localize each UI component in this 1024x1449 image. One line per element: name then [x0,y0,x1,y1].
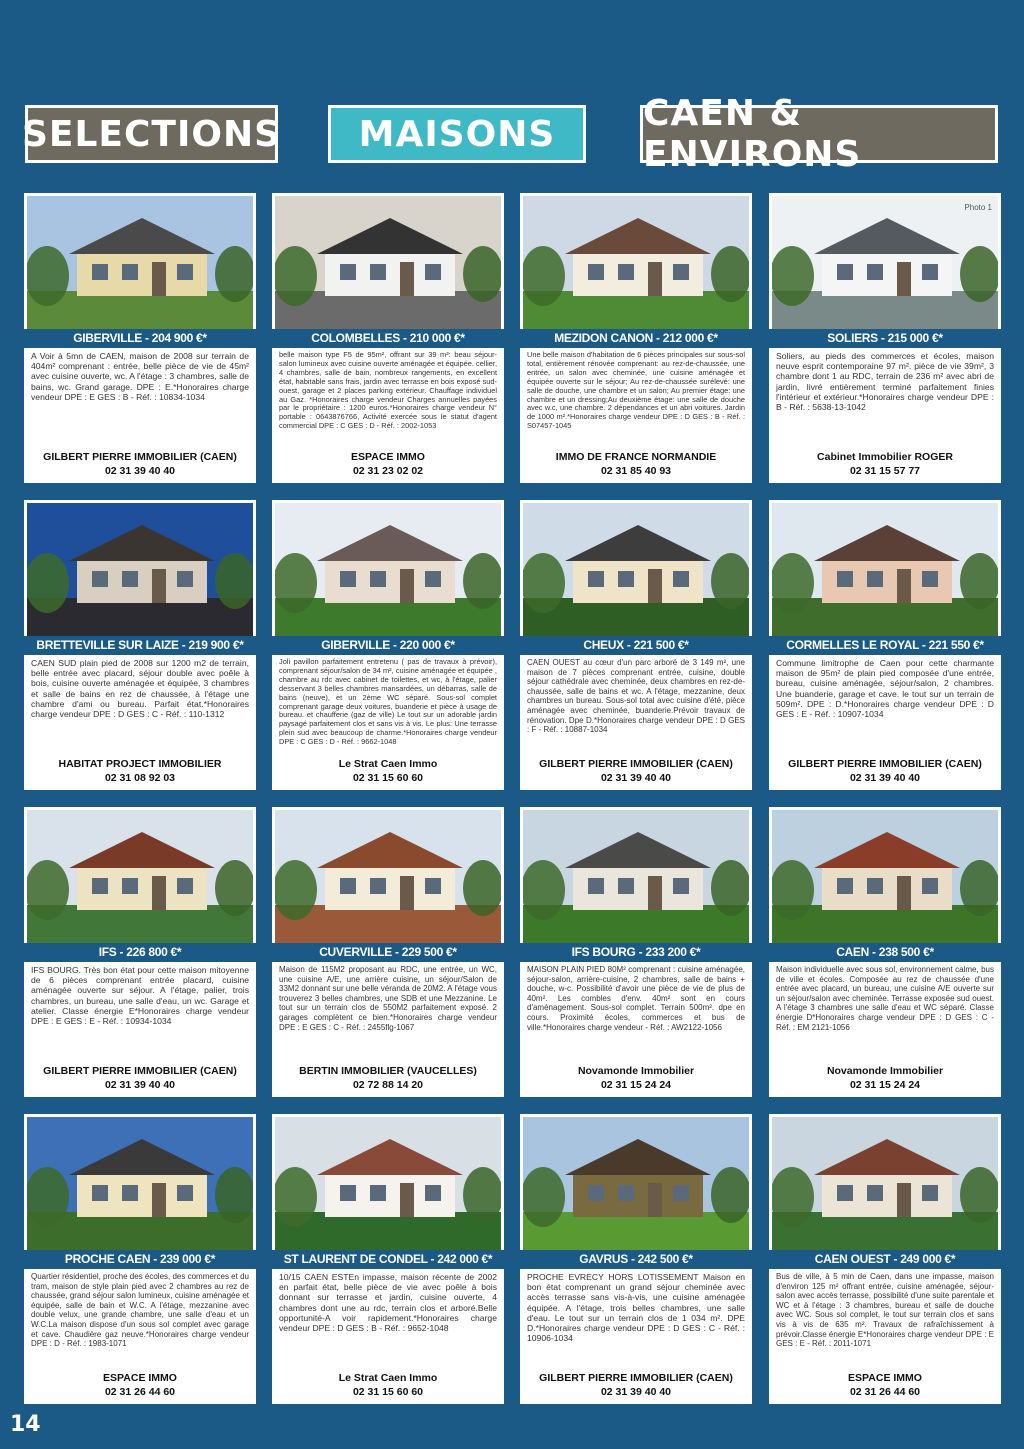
listing-title: CUVERVILLE - 229 500 €* [272,943,504,962]
listing-description: MAISON PLAIN PIED 80M² comprenant : cuisine aménagée, séjour-salon, arrière-cuisine, 2 chambres, salle de bains + douche, w-c. Possibilité d'avoir une pièce de vie de plus de 40m². Les combles d'env. 40m² sont en cours d'aménagement. Sous-sol complet. Terrain 500m². dpe en cours. Proximité écoles, commerces et bus de ville.*Honoraires charge vendeur - Réf. : AW2122-1056 [527,965,745,1032]
listing-card [24,193,256,483]
agency-name: GILBERT PIERRE IMMOBILIER (CAEN) [43,451,237,463]
agency-phone: 02 31 39 40 40 [600,772,672,784]
listing-title: ST LAURENT DE CONDEL - 242 000 €* [272,1250,504,1269]
agency-phone: 02 72 88 14 20 [352,1079,424,1091]
listing-title: IFS - 226 800 €* [24,943,256,962]
agency-phone: 02 31 26 44 60 [849,1386,921,1398]
house-photo [275,810,501,943]
house-photo [27,503,253,636]
listing-title: SOLIERS - 215 000 €* [769,329,1001,348]
agency-phone: 02 31 15 24 24 [600,1079,672,1091]
listing-description: Maison individuelle avec sous sol, environnement calme, bus de ville et écoles. Composée au rez de chaussée d'une entrée avec placard, un bureau, une cuisine A/E ouverte sur un séjour/salon avec cheminée. Terrasse exposée sud ouest. A l'étage 3 chambres une salle d'eau et WC séparé. Classe énergie D*Honoraires charge vendeur DPE : D GES : C - Réf. : EM 2121-1056 [776,965,994,1032]
agency-phone: 02 31 15 24 24 [849,1079,921,1091]
listing-card [520,500,752,790]
house-photo [275,1117,501,1250]
house-photo [523,810,749,943]
listing-title: CHEUX - 221 500 €* [520,636,752,655]
agency-phone: 02 31 26 44 60 [104,1386,176,1398]
listing-description: A Voir à 5mn de CAEN, maison de 2008 sur terrain de 404m² comprenant : entrée, belle pièce de vie de 45m² avec cuisine ouverte, wc. A l'étage : 3 chambres, salle de bains, wc. Grand garage. DPE : E.*Honoraires charge vendeur DPE : E GES : B - Réf. : 10834-1034 [31,351,249,402]
agency-phone: 02 31 85 40 93 [600,465,672,477]
listing-title: BRETTEVILLE SUR LAIZE - 219 900 €* [24,636,256,655]
agency-name: BERTIN IMMOBILIER (VAUCELLES) [299,1065,477,1077]
house-photo [523,1117,749,1250]
house-photo [27,1117,253,1250]
house-photo [275,196,501,329]
agency-name: Le Strat Caen Immo [338,758,438,770]
photo-label: Photo 1 [964,203,992,212]
listing-card [520,1114,752,1404]
page-number: 14 [10,1412,41,1437]
listing-description: Commune limitrophe de Caen pour cette charmante maison de 95m² de plain pied composée d'une entrée, bureau, cuisine aménagée, séjour/salon, 2 chambres. Une buanderie, garage et cave. le tout sur un terrain de 509m². DPE : D.*Honoraires charge vendeur DPE : D GES : E - Réf. : 10907-1034 [776,658,994,720]
agency-phone: 02 31 39 40 40 [104,1079,176,1091]
listing-title: GIBERVILLE - 204 900 €* [24,329,256,348]
listing-title: PROCHE CAEN - 239 000 €* [24,1250,256,1269]
listing-title: GAVRUS - 242 500 €* [520,1250,752,1269]
house-photo [772,810,998,943]
house-photo [27,196,253,329]
listing-description: Maison de 115M2 proposant au RDC, une entrée, un WC, une cuisine A/E, une arrière cuisine, un séjour/Salon de 33M2 donnant sur une belle véranda de 20M2. A l'étage vous trouverez 3 belles chambres, une SDB et une Mezzanine. Le tout sur un terrain clos de 550M2 parfaitement exposé. 2 garages complètent ce bien.*Honoraires charge vendeur DPE : E GES : C - Réf. : 2455flg-1067 [279,965,497,1032]
agency-phone: 02 31 08 92 03 [104,772,176,784]
agency-name: ESPACE IMMO [351,451,425,463]
house-photo [523,503,749,636]
agency-name: Cabinet Immobilier ROGER [817,451,953,463]
agency-name: GILBERT PIERRE IMMOBILIER (CAEN) [539,758,733,770]
agency-name: Novamonde Immobilier [826,1065,944,1077]
listing-title: CAEN OUEST - 249 000 €* [769,1250,1001,1269]
agency-name: ESPACE IMMO [103,1372,177,1384]
listing-card [520,193,752,483]
listing-description: Une belle maison d'habitation de 6 pièces principales sur sous-sol total, entièrement rénovée comprenant: au rez-de-chaussée, une entrée, un salon avec cheminée, une cuisine aménagée et équipée ouverte sur le séjour; Au rez-de-chaussée surélevé: une salle de douche, une chambre et un salon; Au premier étage: une chambre et un dressing;Au deuxième étage: une salle de douche avec w.c, une chambre. 2 dépendances et un abri voitures. Jardin de 1000 m².*Honoraires charge vendeur DPE : D GES : B - Réf. : S07457-1045 [527,350,745,431]
agency-phone: 02 31 15 60 60 [352,772,424,784]
listing-title: MEZIDON CANON - 212 000 €* [520,329,752,348]
agency-phone: 02 31 15 57 77 [849,465,921,477]
agency-phone: 02 31 39 40 40 [600,1386,672,1398]
listing-card [769,500,1001,790]
house-photo [772,503,998,636]
agency-name: GILBERT PIERRE IMMOBILIER (CAEN) [43,1065,237,1077]
listing-card [769,1114,1001,1404]
listing-card [769,807,1001,1097]
listing-description: IFS BOURG. Très bon état pour cette maison mitoyenne de 6 pièces comprenant entrée placard, cuisine aménagée ouverte sur séjour. A l'étage, palier, trois chambres, un bureau, une salle d'eau, un wc. Garage et atelier. Classe énergie E*Honoraires charge vendeur DPE : E GES : E - Réf. : 10934-1034 [31,965,249,1027]
agency-name: ESPACE IMMO [848,1372,922,1384]
listing-description: PROCHE EVRECY HORS LOTISSEMENT Maison en bon état comprenant un grand séjour cheminée avec accès terrasse sans vis-à-vis, une cuisine aménagée équipée. A l'étage, trois belles chambres, une salle d'eau. Le tout sur un terrain clos de 1 034 m². DPE D.*Honoraires charge vendeur DPE : D GES : C - Réf. : 10906-1034 [527,1272,745,1344]
agency-name: HABITAT PROJECT IMMOBILIER [58,758,222,770]
agency-name: GILBERT PIERRE IMMOBILIER (CAEN) [788,758,982,770]
listing-card [272,193,504,483]
agency-name: GILBERT PIERRE IMMOBILIER (CAEN) [539,1372,733,1384]
listing-description: CAEN SUD plain pied de 2008 sur 1200 m2 de terrain, belle entrée avec placard, séjour double avec poêle à bois, cuisine ouverte aménagée et équipée, 3 chambres et salle de bains en rez de chaussée, à l'étage une chambre d'ami ou bureau. Parfait état.*Honoraires charge vendeur DPE : D GES : C - Réf. : 110-1312 [31,658,249,720]
listing-card [272,500,504,790]
listing-card [272,807,504,1097]
agency-name: Le Strat Caen Immo [338,1372,438,1384]
header-tab-selections: SELECTIONS [25,105,278,163]
agency-phone: 02 31 15 60 60 [352,1386,424,1398]
listing-description: Joli pavillon parfaitement entretenu ( pas de travaux à prévoir), comprenant séjour/salon de 34 m², cuisine aménagée et équipée , chambre au rdc avec cabinet de toilettes, et wc, à l'étage, palier desservant 3 belles chambres mansardées, un débarras, salle de bains (neuve), et un 2ème WC séparé. Sous-sol complet comprenant garage deux voitures, buanderie et pièce à usage de bureau. et chaufferie (gaz de ville) Le tout sur un adorable jardin paysagé parfaitement clos et sans vis à vis. Le plus: Une terrasse plein sud avec beaucoup de charme.*Honoraires charge vendeur DPE : C GES : D - Réf. : 9662-1048 [279,657,497,747]
listing-card [769,193,1001,483]
listing-description: belle maison type F5 de 95m², offrant sur 39 m²: beau séjour-salon lumineux avec cuisine ouverte aménagée et équipée. cellier, 4 chambres, salle de bain, nombreux rangements, en excellent état, habitable sans frais, jardin avec terrasse en bois exposé sud-ouest, garage et 2 places parking extérieur. Chauffage individuel au Gaz. *Honoraires charge vendeur Charges annuelles payées par le propriétaire : 1200 euros.*Honoraires charge vendeur N° portable : 0643876766, Activité exercée sous le statut d'agent commercial DPE : C GES : D - Réf. : 2002-1053 [279,350,497,431]
house-photo [772,196,998,329]
listing-card [24,500,256,790]
house-photo [27,810,253,943]
listing-title: COLOMBELLES - 210 000 €* [272,329,504,348]
listing-description: 10/15 CAEN ESTEn impasse, maison récente de 2002 en parfait état, belle pièce de vie avec poêle à bois donnant sur terrasse et jardin, cuisine ouverte, 4 chambres dont une au rdc, terrain clos et arboré.Belle opportunité-A voir rapidement.*Honoraires charge vendeur DPE : D GES : B - Réf. : 9652-1048 [279,1272,497,1334]
listing-card [520,807,752,1097]
listing-card [24,807,256,1097]
listing-title: IFS BOURG - 233 200 €* [520,943,752,962]
listing-description: CAEN OUEST au cœur d'un parc arboré de 3 149 m², une maison de 7 pièces comprenant entrée, cuisine, double séjour cathédrale avec cheminée, deux chambres en rez-de-chaussée, salle de bains et wc. A l'étage, mezzanine, deux chambres un bureau. Sous-sol total avec cuisine d'été, pièce aménagée avec cheminée, buanderie.Prévoir travaux de rénovation. Dpe D.*Honoraires charge vendeur DPE : D GES : F - Réf. : 10887-1034 [527,658,745,735]
header-tab-caen-environs: CAEN & ENVIRONS [640,105,998,163]
agency-name: IMMO DE FRANCE NORMANDIE [555,451,717,463]
agency-name: Novamonde Immobilier [577,1065,695,1077]
listing-description: Bus de ville, à 5 min de Caen, dans une impasse, maison d'environ 125 m² offrant entrée, cuisine aménagée, séjour-salon avec accès terrasse, possibilité d'une suite parentale et WC et à l'étage : 3 chambres, bureau et salle de douche avec WC. Sous sol complet, le tout sur terrain clos et sans vis à vis de 635 m². Travaux de rafraîchissement à prévoir.Classe énergie E*Honoraires charge vendeur DPE : E GES : E - Réf. : 2011-1071 [776,1272,994,1349]
agency-phone: 02 31 23 02 02 [352,465,424,477]
listing-card [272,1114,504,1404]
listing-title: CAEN - 238 500 €* [769,943,1001,962]
agency-phone: 02 31 39 40 40 [104,465,176,477]
house-photo [772,1117,998,1250]
agency-phone: 02 31 39 40 40 [849,772,921,784]
listing-card [24,1114,256,1404]
listing-title: CORMELLES LE ROYAL - 221 550 €* [769,636,1001,655]
header-tab-maisons: MAISONS [328,105,586,163]
listing-description: Soliers, au pieds des commerces et écoles, maison neuve esprit contemporaine 97 m². pièce de vie 39m², 3 chambre dont 1 au RDC, terrain de 236 m² avec abri de jardin, livré entièrement terminé parfaitement finies l'intérieur et extérieur.*Honoraires charge vendeur DPE : B - Réf. : 5638-13-1042 [776,351,994,413]
house-photo [275,503,501,636]
house-photo [523,196,749,329]
listing-description: Quartier résidentiel, proche des écoles, des commerces et du tram, maison de style plain pied avec 2 chambres au rez de chaussée, grand séjour salon lumineux, cuisine aménagée et équipée, salle de bain et W.C. A l'étage, mezzanine avec double velux, une grande chambre, une salle d'eau et un W.C.La maison dispose d'un sous sol complet avec garage et cave. Chaudière gaz neuve.*Honoraires charge vendeur DPE : D - Réf. : 1983-1071 [31,1272,249,1349]
listing-title: GIBERVILLE - 220 000 €* [272,636,504,655]
